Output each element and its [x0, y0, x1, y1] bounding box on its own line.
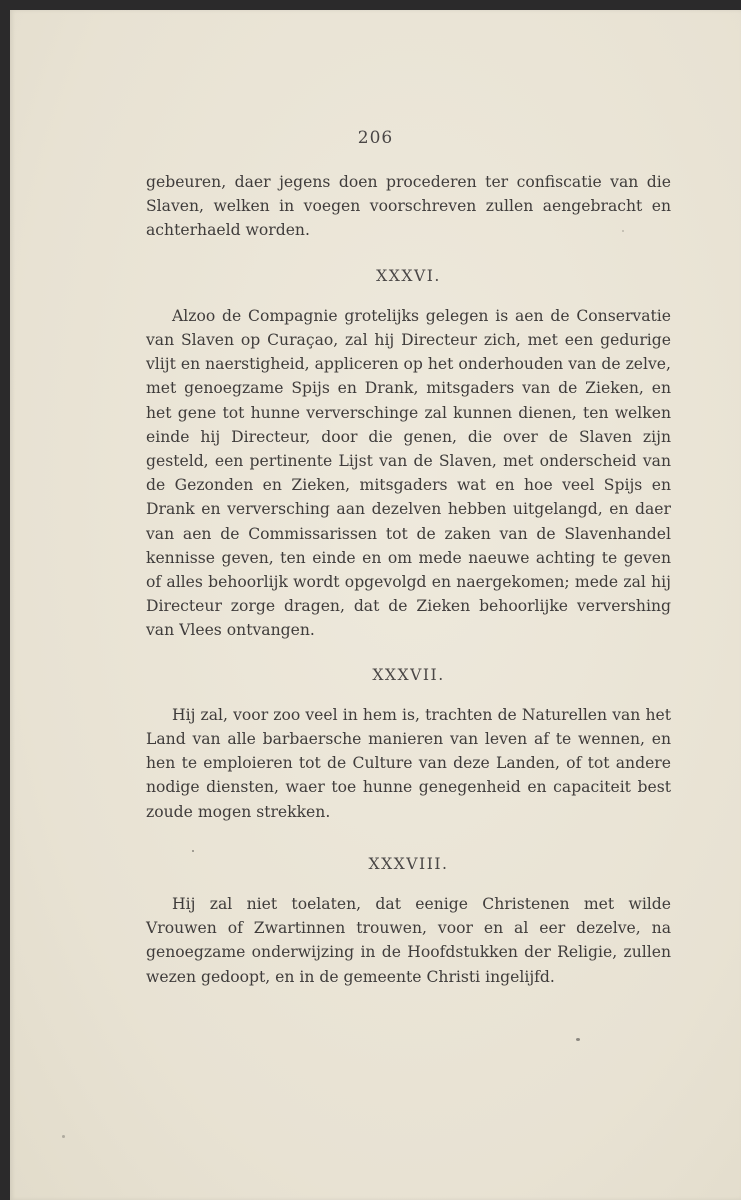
page-body	[146, 170, 671, 989]
paper-speck	[576, 1038, 580, 1041]
article-heading-38: XXXVIII.	[368, 854, 449, 873]
article-heading-36: XXXVI.	[376, 266, 441, 285]
paragraph-article-38: Hij zal niet toelaten, dat eenige Christenen met wilde Vrouwen of Zwartinnen trouwen, voor en al eer dezelve, na genoegzame onderwijzing in de Hoofdstukken der Religie, zullen wezen gedoopt, en in de gemeente Christi ingelijfd.	[146, 895, 671, 986]
book-page	[10, 10, 741, 1200]
paper-speck	[62, 1135, 65, 1138]
article-heading-37: XXXVII.	[372, 665, 445, 684]
paper-speck	[192, 850, 194, 852]
page-number: 206	[357, 128, 394, 148]
paper-speck	[622, 230, 624, 232]
paragraph-article-36: Alzoo de Compagnie grotelijks gelegen is aen de Conservatie van Slaven op Curaçao, zal hij Directeur zich, met een gedurige vlijt en naerstigheid, appliceren op het onderhouden van de zelve, met genoegzame Spijs en Drank, mitsgaders van de Zieken, en het gene tot hunne ververschinge zal kunnen dienen, ten welken einde hij Directeur, door die genen, die over de Slaven zijn gesteld, een pertinente Lijst van de Slaven, met onderscheid van de Gezonden en Zieken, mitsgaders wat en hoe veel Spijs en Drank en verversching aan dezelven hebben uitgelangd, en daer van aen de Commissarissen tot de zaken van de Slavenhandel kennisse geven, ten einde en om mede naeuwe achting te geven of alles behoorlijk wordt opgevolgd en naergekomen; mede zal hij Directeur zorge dragen, dat de Zieken behoorlijke ververshing van Vlees ontvangen.	[146, 306, 671, 640]
paragraph-article-37: Hij zal, voor zoo veel in hem is, trachten de Naturellen van het Land van alle barbaersche manieren van leven af te wennen, en hen te emploieren tot de Culture van deze Landen, of tot andere nodige diensten, waer toe hunne genegenheid en capaciteit best zoude mogen strekken.	[146, 705, 671, 821]
paragraph-intro: gebeuren, daer jegens doen procederen ter confiscatie van die Slaven, welken in voegen voorschreven zullen aengebracht en achterhaeld worden.	[146, 173, 671, 240]
